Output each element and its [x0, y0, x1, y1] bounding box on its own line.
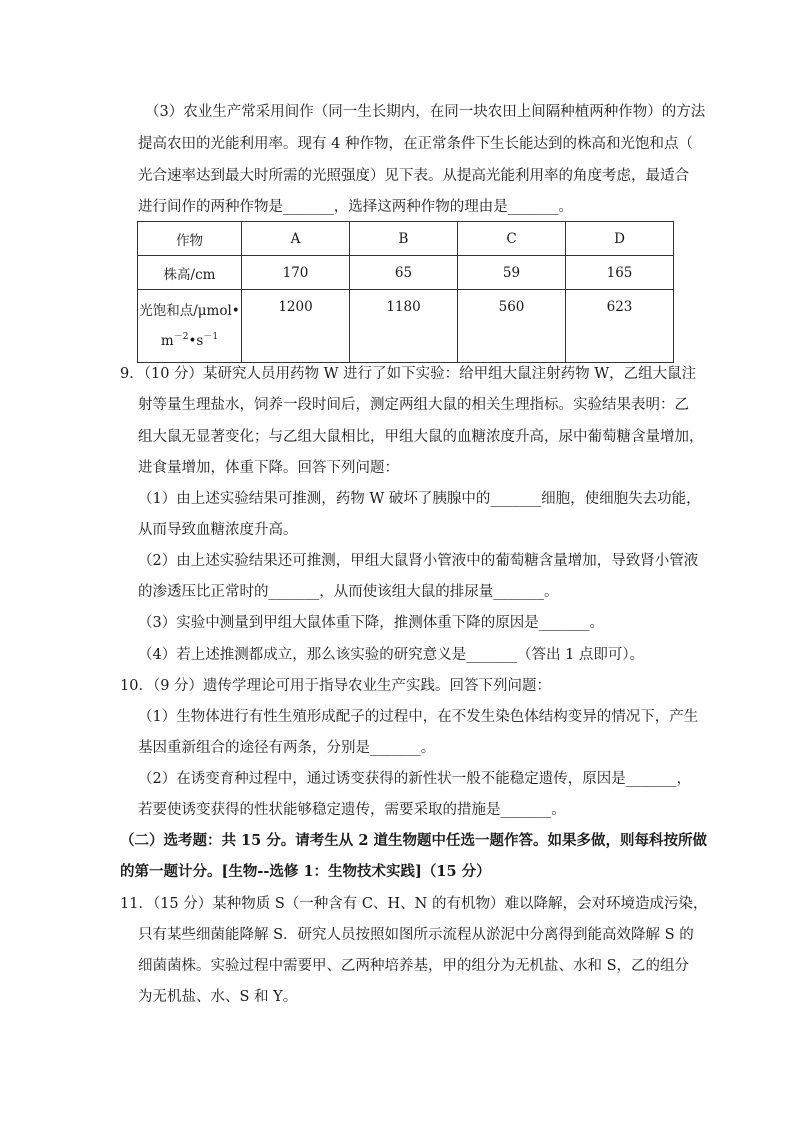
light-d: 623: [566, 290, 674, 363]
height-a: 170: [242, 256, 350, 290]
header-crop: 作物: [138, 222, 242, 256]
q8-part3-line-4: 进行间作的两种作物是_______，选择这两种作物的理由是_______。: [138, 199, 573, 215]
q10-part2-line-1: （2）在诱变育种过程中，通过诱变获得的新性状一般不能稳定遗传，原因是_______，: [138, 771, 691, 787]
row-label-height: 株高/cm: [138, 256, 242, 290]
q9-part1-line-1: （1）由上述实验结果可推测，药物 W 破坏了胰腺中的_______细胞，使细胞失去功能，: [138, 491, 701, 507]
light-b: 1180: [350, 290, 458, 363]
q9-line-4: 进食量增加，体重下降。回答下列问题：: [138, 460, 399, 476]
q10-part1-line-1: （1）生物体进行有性生殖形成配子的过程中，在不发生染色体结构变异的情况下，产生: [138, 709, 699, 725]
q9-part3: （3）实验中测量到甲组大鼠体重下降，推测体重下降的原因是_______。: [138, 615, 604, 631]
table-row-light: [138, 290, 674, 363]
height-c: 59: [458, 256, 566, 290]
q9-part2-line-2: 的渗透压比正常时的_______，从而使该组大鼠的排尿量_______。: [138, 584, 559, 600]
q8-part3-line-2: 提高农田的光能利用率。现有 4 种作物，在正常条件下生长能达到的株高和光饱和点（: [138, 136, 693, 152]
q9-part2-line-1: （2）由上述实验结果还可推测，甲组大鼠肾小管液中的葡萄糖含量增加，导致肾小管液: [138, 553, 699, 569]
q11-line-3: 细菌菌株。实验过程中需要甲、乙两种培养基，甲的组分为无机盐、水和 S，乙的组分: [138, 958, 690, 974]
table-header-row: [138, 222, 674, 256]
header-b: B: [350, 222, 458, 256]
q11-line-4: 为无机盐、水、S 和 Y。: [138, 989, 298, 1005]
header-c: C: [458, 222, 566, 256]
light-c: 560: [458, 290, 566, 363]
height-b: 65: [350, 256, 458, 290]
q11-line-1: 11．（15 分）某种物质 S（一种含有 C、H、N 的有机物）难以降解，会对环境造成污染，: [120, 896, 708, 912]
height-d: 165: [566, 256, 674, 290]
section2-line-2: 的第一题计分。[生物--选修 1：生物技术实践]（15 分）: [120, 863, 491, 880]
header-a: A: [242, 222, 350, 256]
header-d: D: [566, 222, 674, 256]
light-label-line1: 光饱和点/μmol•: [139, 303, 240, 319]
q9-line-2: 射等量生理盐水，饲养一段时间后，测定两组大鼠的相关生理指标。实验结果表明：乙: [138, 397, 689, 413]
light-a: 1200: [242, 290, 350, 363]
row-label-light: [138, 290, 242, 363]
q10-part2-line-2: 若要使诱变获得的性状能够稳定遗传，需要采取的措施是_______。: [138, 802, 566, 818]
table-row-height: [138, 256, 674, 290]
q9-part4: （4）若上述推测都成立，那么该实验的研究意义是_______（答出 1 点即可）。: [138, 647, 645, 663]
crop-table: [137, 221, 674, 363]
q11-line-2: 只有某些细菌能降解 S．研究人员按照如图所示流程从淤泥中分离得到能高效降解 S 的: [138, 927, 694, 943]
q9-line-3: 组大鼠无显著变化；与乙组大鼠相比，甲组大鼠的血糖浓度升高，尿中葡萄糖含量增加，: [138, 429, 704, 445]
light-label-unit: $m^{-2}•s^{-1}$: [160, 332, 219, 349]
section2-line-1: （二）选考题：共 15 分。请考生从 2 道生物题中任选一题作答。如果多做，则每科按所做: [120, 832, 707, 849]
q8-part3-line-1: （3）农业生产常采用间作（同一生长期内，在同一块农田上间隔种植两种作物）的方法: [145, 104, 706, 120]
q10-part1-line-2: 基因重新组合的途径有两条，分别是_______。: [138, 740, 436, 756]
q9-line-1: 9．（10 分）某研究人员用药物 W 进行了如下实验：给甲组大鼠注射药物 W，乙组大鼠注: [120, 366, 697, 382]
q8-part3-line-3: 光合速率达到最大时所需的光照强度）见下表。从提高光能利用率的角度考虑，最适合: [138, 168, 689, 184]
q9-part1-line-2: 从而导致血糖浓度升高。: [138, 522, 298, 538]
q10-line-1: 10．（9 分）遗传学理论可用于指导农业生产实践。回答下列问题：: [120, 678, 552, 694]
